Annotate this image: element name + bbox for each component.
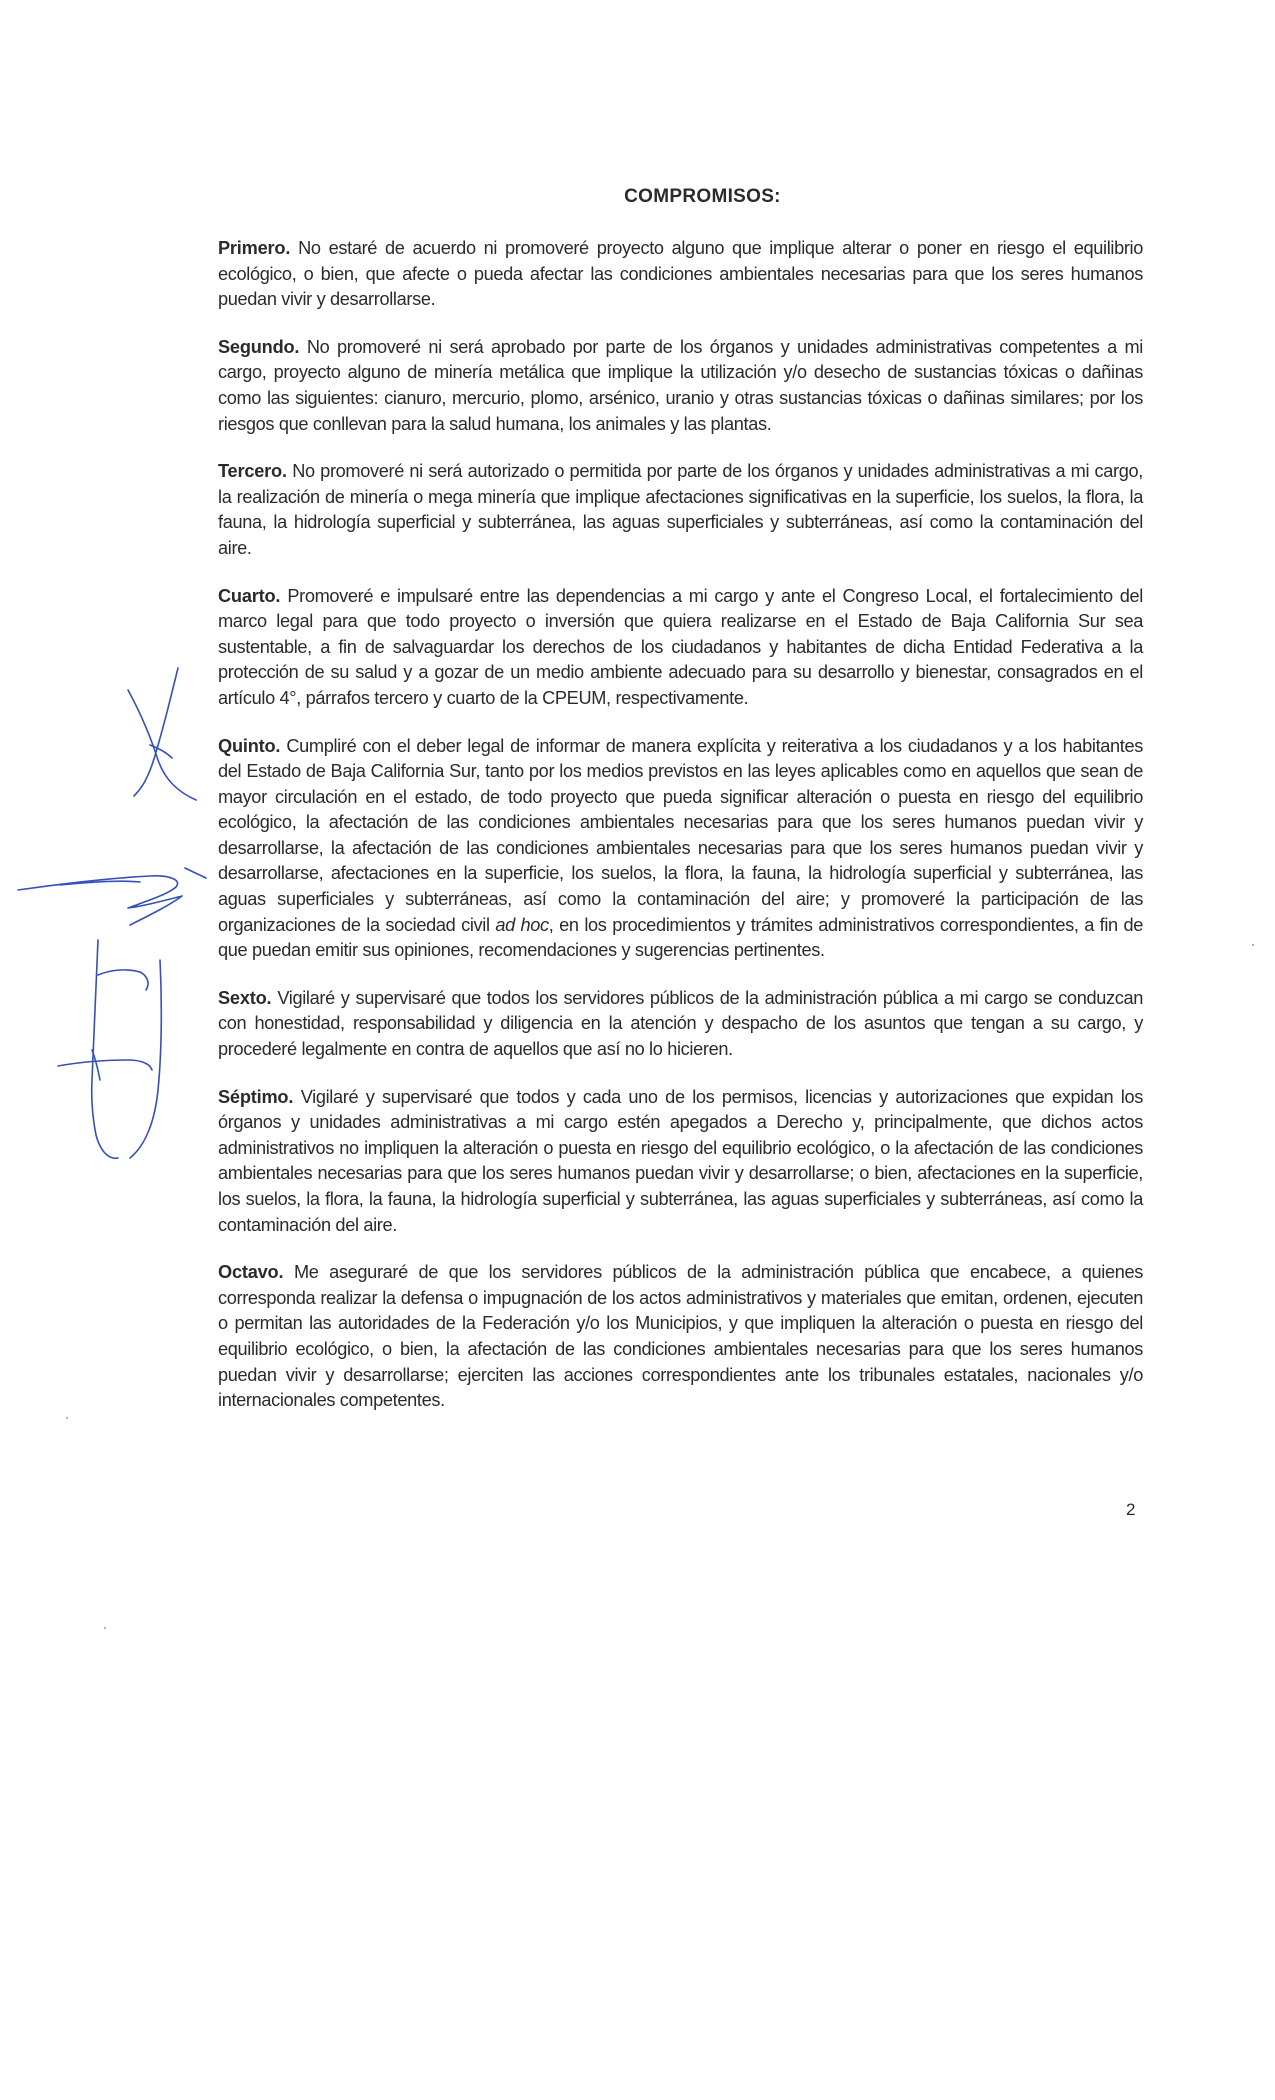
paragraph-italic-term: ad hoc [495,914,549,935]
paragraph-primero [218,236,1143,313]
paragraph-text: Cumpliré con el deber legal de informar de manera explícita y reiterativa a los ciudadanos y a los habitantes del Estado de Baja California Sur, tanto por los medios previstos en las leyes aplicables como en aquellos que sean de mayor circulación en el estado, de todo proyecto que pueda significar alteración o puesta en riesgo del equilibrio ecológico, la afectación de las condiciones ambientales necesarias para que los seres humanos puedan vivir y desarrollarse, la afectación de las condiciones ambientales necesarias para que los seres humanos puedan vivir y desarrollarse, afectaciones en la superficie, los suelos, la flora, la fauna, la hidrología superficial y subterránea, las aguas superficiales y subterráneas, así como la contaminación del aire; y promoveré la participación de las organizaciones de la sociedad civil [218,735,1144,935]
paragraph-text: No estaré de acuerdo ni promoveré proyecto alguno que implique alterar o poner en riesgo el equilibrio ecológico, o bien, que afecte o pueda afectar las condiciones ambientales necesarias para que los seres humanos puedan vivir y desarrollarse. [218,238,1144,310]
signature-stroke [130,960,161,1158]
signature-stroke [18,876,182,925]
scan-speck [1252,944,1254,946]
paragraph-quinto [218,734,1143,964]
paragraph-heading: Quinto. [218,735,281,756]
paragraph-text: Me aseguraré de que los servidores públicos de la administración pública que encabece, a quienes corresponda realizar la defensa o impugnación de los actos administrativos y materiales que emitan, ordenen, ejecuten o permitan las autoridades de la Federación y/o los Municipios, y que impliquen la alteración o puesta en riesgo del equilibrio ecológico, o bien, la afectación de las condiciones ambientales necesarias para que los seres humanos puedan vivir y desarrollarse; ejerciten las acciones correspondientes ante los tribunales estatales, nacionales y/o internacionales competentes. [218,1262,1144,1411]
paragraph-octavo [218,1260,1143,1414]
paragraph-text: , en los procedimientos y trámites administrativos correspondientes, a fin de que puedan emitir sus opiniones, recomendaciones y sugerencias pertinentes. [218,914,1143,961]
paragraph-heading: Cuarto. [218,585,281,606]
scan-speck [66,1417,68,1419]
document-title: COMPROMISOS: [624,186,781,207]
signature-stroke [185,868,206,878]
signature-stroke [98,970,148,990]
signature-stroke [60,881,140,885]
signature-stroke [134,668,178,796]
paragraph-text: Vigilaré y supervisaré que todos los servidores públicos de la administración pública a mi cargo se conduzcan con honestidad, responsabilidad y diligencia en la atención y despacho de los asuntos que tengan a su cargo, y procederé legalmente en contra de aquellos que así no lo hicieren. [218,987,1144,1060]
paragraph-heading: Primero. [218,238,291,258]
signature-stroke [92,940,118,1158]
document-body [218,236,1143,1436]
paragraph-text: Promoveré e impulsaré entre las dependencias a mi cargo y ante el Congreso Local, el fortalecimiento del marco legal para que todo proyecto o inversión que quiera realizarse en el Estado de Baja California Sur sea sustentable, a fin de salvaguardar los derechos de los ciudadanos y habitantes de dicha Entidad Federativa a la protección de su salud y a gozar de un medio ambiente adecuado para su desarrollo y bienestar, consagrados en el artículo 4°, párrafos tercero y cuarto de la CPEUM, respectivamente. [218,585,1144,708]
signature-stroke [92,1050,100,1080]
paragraph-text: No promoveré ni será autorizado o permitida por parte de los órganos y unidades administrativas a mi cargo, la realización de minería o mega minería que implique afectaciones significativas en la superficie, los suelos, la flora, la fauna, la hidrología superficial y subterránea, las aguas superficiales y subterráneas, así como la contaminación del aire. [218,461,1143,558]
signature-stroke [128,690,196,800]
paragraph-segundo [218,335,1143,437]
paragraph-cuarto [218,584,1143,712]
paragraph-heading: Segundo. [218,336,300,357]
paragraph-text: No promoveré ni será aprobado por parte de los órganos y unidades administrativas competentes a mi cargo, proyecto alguno de minería metálica que implique la utilización y/o desecho de sustancias tóxicas o dañinas como las siguientes: cianuro, mercurio, plomo, arsénico, uranio y otras sustancias tóxicas o dañinas similares; por los riesgos que conllevan para la salud humana, los animales y las plantas. [218,336,1143,434]
paragraph-heading: Séptimo. [218,1086,294,1107]
paragraph-septimo [218,1085,1143,1239]
signature-stroke [58,1060,152,1070]
signature-stroke [150,745,172,758]
scan-speck [104,1627,106,1629]
paragraph-sexto [218,986,1143,1063]
paragraph-heading: Octavo. [218,1262,284,1283]
paragraph-heading: Sexto. [218,987,272,1008]
paragraph-text: Vigilaré y supervisaré que todos y cada uno de los permisos, licencias y autorizaciones que expidan los órganos y unidades administrativas a mi cargo estén apegados a Derecho y, principalmente, que dichos actos administrativos no impliquen la alteración o puesta en riesgo del equilibrio ecológico, o la afectación de las condiciones ambientales necesarias para que los seres humanos puedan vivir y desarrollarse; o bien, afectaciones en la superficie, los suelos, la flora, la fauna, la hidrología superficial y subterránea, las aguas superficiales y subterráneas, así como la contaminación del aire. [218,1086,1144,1235]
paragraph-heading: Tercero. [218,461,287,482]
page-number: 2 [1126,1500,1136,1519]
paragraph-tercero [218,459,1143,561]
